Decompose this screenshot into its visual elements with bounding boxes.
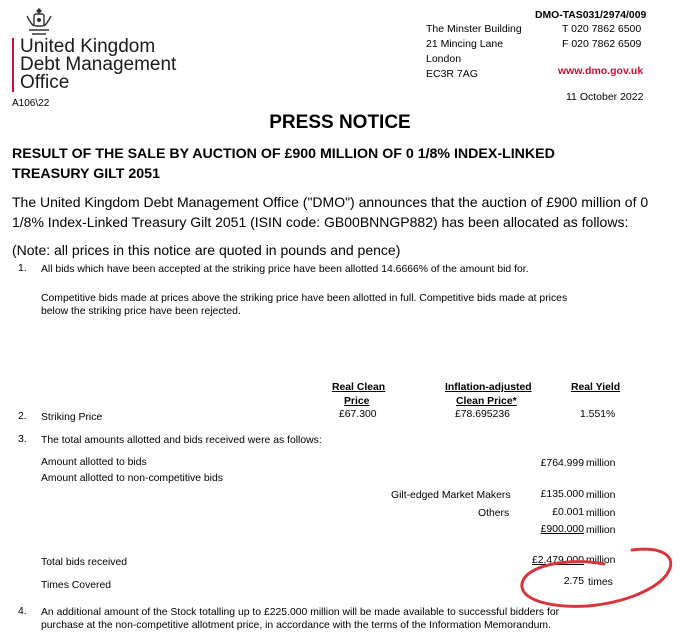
royal-crest-icon: [24, 6, 54, 38]
real-clean-price-value: £67.300: [339, 409, 377, 420]
document-id: DMO-TAS031/2974/009: [535, 10, 647, 21]
annotation-circle: [512, 542, 678, 614]
col-header-inflation-l2: Clean Price*: [456, 396, 517, 407]
times-covered-unit: times: [588, 577, 613, 588]
real-yield-value: 1.551%: [580, 409, 616, 420]
times-covered-label: Times Covered: [41, 580, 112, 591]
org-name-line1: United Kingdom: [20, 36, 156, 57]
total-allotted-value: £900.000: [540, 524, 584, 535]
col-header-real-clean-l2: Price: [344, 396, 370, 407]
striking-price-label: Striking Price: [41, 412, 103, 423]
others-label: Others: [478, 508, 510, 519]
item-number-2: 2.: [18, 411, 27, 422]
others-value: £0.001: [552, 507, 584, 518]
gemm-label: Gilt-edged Market Makers: [391, 490, 511, 501]
noncomp-label: Amount allotted to non-competitive bids: [41, 473, 223, 484]
intro-paragraph: The United Kingdom Debt Management Office ("DMO") announces that the auction of £900 million of 0 1/8% Index-Linked Treasury Gilt 2051 (ISIN code: GB00BNNGP882) has been allocated as follows:: [12, 194, 649, 230]
item-3-text: The total amounts allotted and bids received were as follows:: [41, 435, 322, 446]
col-header-real-yield: Real Yield: [571, 382, 621, 393]
item-4-text: An additional amount of the Stock totalling up to £225.000 million will be made available to successful bidders for purchase at the non-competitive allotment price, in accordance with the terms of the Information Memorandum.: [41, 607, 560, 631]
address-line1: The Minster Building: [426, 23, 522, 35]
allotted-unit: million: [586, 458, 616, 469]
org-name-line2: Debt Management: [20, 54, 177, 75]
item-1-text: All bids which have been accepted at the striking price have been allotted 14.6666% of the amount bid for.: [41, 264, 529, 275]
item-number-4: 4.: [18, 606, 27, 617]
address-line4: EC3R 7AG: [426, 68, 478, 80]
page-title: PRESS NOTICE: [269, 112, 411, 133]
website-link[interactable]: www.dmo.gov.uk: [558, 65, 644, 77]
col-header-inflation-l1: Inflation-adjusted: [445, 382, 532, 393]
phone-number: T 020 7862 6500: [562, 23, 642, 35]
allotted-label: Amount allotted to bids: [41, 457, 147, 468]
address-block: [426, 22, 522, 82]
fax-number: F 020 7862 6509: [562, 38, 642, 50]
col-header-real-clean-l1: Real Clean: [332, 382, 386, 393]
address-line3: London: [426, 53, 462, 65]
bids-received-value: £2,479.000: [531, 555, 584, 566]
bids-received-unit: million: [586, 555, 616, 566]
address-line2: 21 Mincing Lane: [426, 38, 504, 50]
org-name-line3: Office: [20, 72, 70, 93]
item-number-1: 1.: [18, 263, 27, 274]
times-covered-value: 2.75: [563, 576, 584, 587]
price-note: (Note: all prices in this notice are quoted in pounds and pence): [12, 242, 401, 258]
inflation-adjusted-price-value: £78.695236: [455, 409, 510, 420]
logo-accent-bar: [12, 38, 14, 92]
gemm-unit: million: [586, 490, 616, 501]
gemm-value: £135.000: [540, 489, 584, 500]
total-allotted-unit: million: [586, 525, 616, 536]
notice-date: 11 October 2022: [566, 91, 644, 103]
others-unit: million: [586, 508, 616, 519]
bids-received-label: Total bids received: [41, 557, 128, 568]
allotted-value: £764.999: [540, 458, 584, 469]
item-number-3: 3.: [18, 434, 27, 445]
item-1-detail: Competitive bids made at prices above the striking price have been allotted in full. Competitive bids made at prices below the striking price have been rejected.: [41, 293, 568, 317]
reference-code: A106\22: [12, 98, 50, 109]
org-logo-text: [20, 38, 176, 92]
notice-subtitle: RESULT OF THE SALE BY AUCTION OF £900 MILLION OF 0 1/8% INDEX-LINKED TREASURY GILT 2051: [12, 146, 555, 182]
